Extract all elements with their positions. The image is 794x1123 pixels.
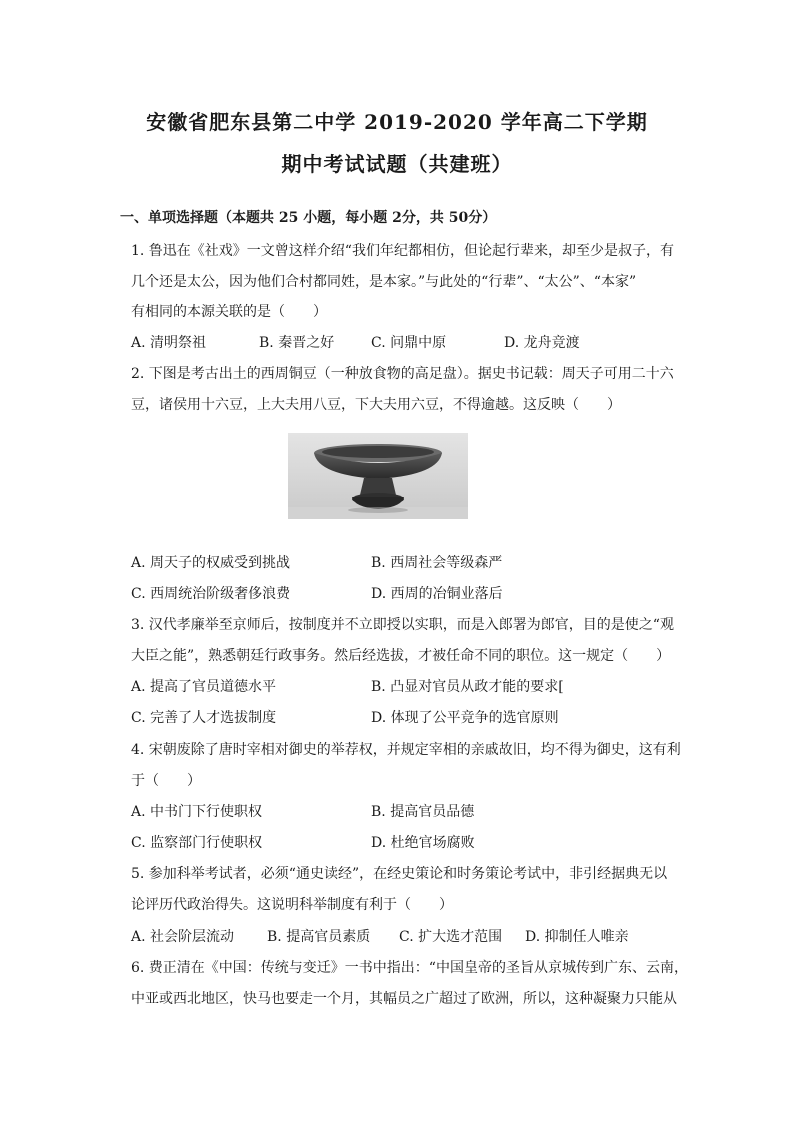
section-heading: 一、单项选择题（本题共 25 小题，每小题 2分，共 50分） [120,210,497,226]
q2-option-d: D. 西周的冶铜业落后 [371,586,503,602]
page-title-line1: 安徽省肥东县第二中学 2019-2020 学年高二下学期 [146,110,648,134]
q1-option-b: B. 秦晋之好 [259,335,335,351]
q3-option-b: B. 凸显对官员从政才能的要求[ [371,679,564,695]
q2-option-a: A. 周天子的权威受到挑战 [131,555,291,571]
question-3-line-1: 3. 汉代孝廉举至京师后，按制度并不立即授以实职，而是入郎署为郎官，目的是使之“观 [131,617,674,633]
question-6-line-2: 中亚或西北地区，快马也要走一个月，其幅员之广超过了欧洲，所以，这种凝聚力只能从 [131,991,677,1007]
q1-option-d: D. 龙舟竞渡 [504,335,580,351]
question-2-line-1: 2. 下图是考古出土的西周铜豆（一种放食物的高足盘）。据史书记载：周天子可用二十六 [131,366,674,382]
q5-option-c: C. 扩大选才范围 [399,929,503,945]
question-6-line-1: 6. 费正清在《中国：传统与变迁》一书中指出：“中国皇帝的圣旨从京城传到广东、云南， [131,960,688,976]
q2-option-c: C. 西周统治阶级奢侈浪费 [131,586,291,602]
question-2-line-2: 豆，诸侯用十六豆，上大夫用八豆，下大夫用六豆，不得逾越。这反映（ ） [131,397,621,413]
q4-option-a: A. 中书门下行使职权 [131,804,263,820]
question-3-line-2: 大臣之能”，熟悉朝廷行政事务。然后经选拔，才被任命不同的职位。这一规定（ ） [131,648,671,664]
question-1-line-1: 1. 鲁迅在《社戏》一文曾这样介绍“我们年纪都相仿，但论起行辈来，却至少是叔子，有 [131,243,674,259]
question-4-line-2: 于（ ） [131,773,201,789]
q4-option-b: B. 提高官员品德 [371,804,475,820]
q1-option-c: C. 问鼎中原 [371,335,447,351]
question-1-line-2: 几个还是太公，因为他们合村都同姓，是本家。”与此处的“行辈”、“太公”、“本家” [131,274,637,290]
q5-option-d: D. 抑制任人唯亲 [525,929,629,945]
q5-option-b: B. 提高官员素质 [267,929,371,945]
q3-option-c: C. 完善了人才选拔制度 [131,710,277,726]
q5-option-a: A. 社会阶层流动 [131,929,235,945]
q3-option-d: D. 体现了公平竞争的选官原则 [371,710,559,726]
page-title-line2: 期中考试试题（共建班） [281,152,513,176]
question-4-line-1: 4. 宋朝废除了唐时宰相对御史的举荐权，并规定宰相的亲戚故旧，均不得为御史，这有利 [131,742,681,758]
q4-option-d: D. 杜绝官场腐败 [371,835,475,851]
q3-option-a: A. 提高了官员道德水平 [131,679,277,695]
q4-option-c: C. 监察部门行使职权 [131,835,263,851]
question-5-line-2: 论评历代政治得失。这说明科举制度有利于（ ） [131,897,453,913]
bronze-dou-photo [288,433,468,519]
question-1-line-3: 有相同的本源关联的是（ ） [131,304,327,320]
question-5-line-1: 5. 参加科举考试者，必须“通史读经”，在经史策论和时务策论考试中，非引经据典无以 [131,866,668,882]
q2-option-b: B. 西周社会等级森严 [371,555,503,571]
q1-option-a: A. 清明祭祖 [131,335,207,351]
